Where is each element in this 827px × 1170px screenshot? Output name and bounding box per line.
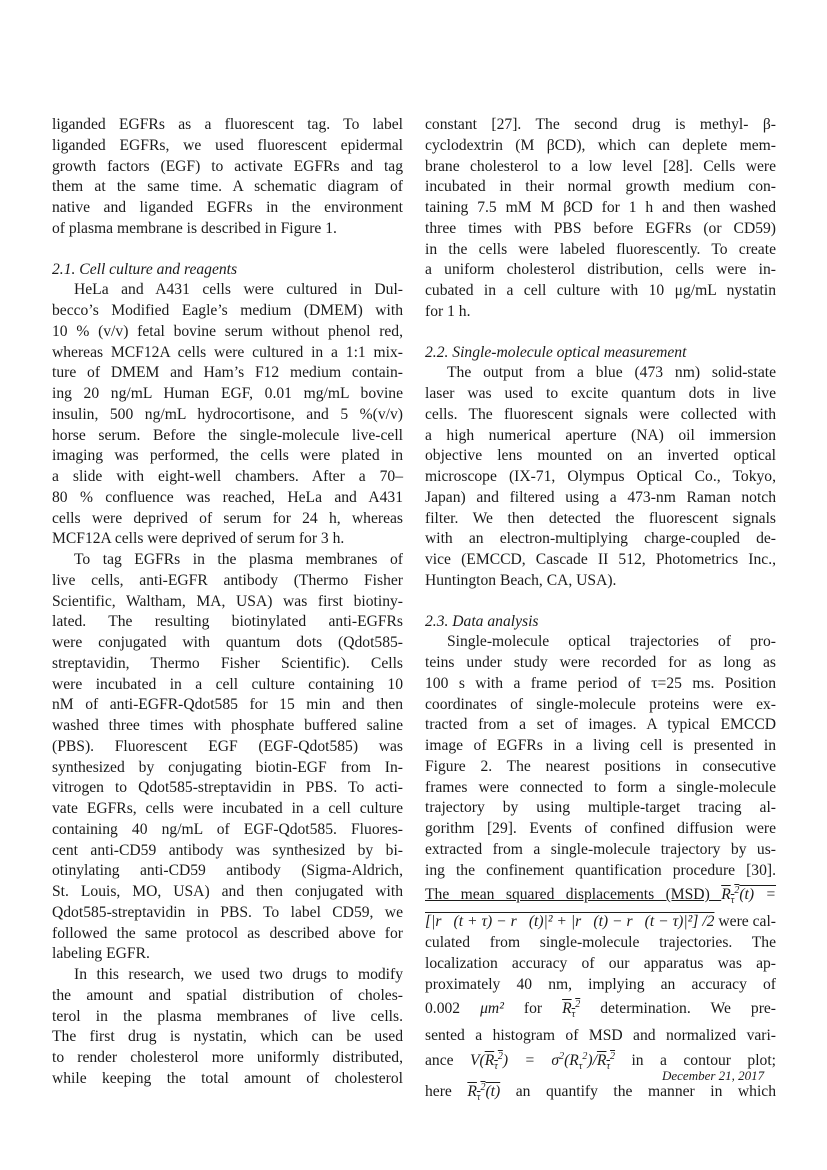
text-line: Figure 2. The nearest positions in consecutive bbox=[425, 757, 776, 775]
msd-time-symbol: $R_\tau^2(t)$ bbox=[467, 1082, 501, 1104]
text-line: synthesized by conjugating biotin-EGF from In- bbox=[52, 758, 403, 776]
text-line: St. Louis, MO, USA) and then conjugated with bbox=[52, 883, 403, 900]
text-line: culated from single-molecule trajectories. The bbox=[425, 934, 776, 952]
text-line: liganded EGFRs, we used fluorescent epidermal bbox=[52, 136, 403, 154]
msd-text: The mean squared displacements (MSD) bbox=[425, 886, 722, 904]
msd-symbol: $R_\tau^2(t)$ = bbox=[721, 885, 777, 907]
text-line: frames were connected to form a single-molecule bbox=[425, 778, 776, 796]
msd-formula-line bbox=[425, 912, 776, 933]
text-line: whereas MCF12A cells were cultured in a 1:1 mix- bbox=[52, 343, 403, 361]
text-line: image of EGFRs in a living cell is presented in bbox=[425, 737, 776, 754]
text-line: labeling EGFR. bbox=[52, 945, 150, 963]
text-line: followed the same protocol as described above for bbox=[52, 924, 403, 942]
text-line: to render cholesterol more uniformly distributed, bbox=[52, 1049, 403, 1066]
text-line: Qdot585-streptavidin in PBS. To label CD59, we bbox=[52, 903, 403, 921]
text-line: three times with PBS before EGFRs (or CD59) bbox=[425, 219, 776, 237]
text-line: native and liganded EGFRs in the environment bbox=[52, 199, 403, 216]
text-line: 80 % confluence was reached, HeLa and A431 bbox=[52, 488, 403, 506]
text-line: a high numerical aperture (NA) oil immersion bbox=[425, 426, 776, 444]
text-line: cells were deprived of serum for 24 h, whereas bbox=[52, 509, 403, 527]
cell-culture-paragraph bbox=[52, 280, 403, 550]
text-line: were conjugated with quantum dots (Qdot585- bbox=[52, 634, 403, 651]
text-line: Single-molecule optical trajectories of pro- bbox=[447, 633, 776, 651]
text-line: for 1 h. bbox=[425, 302, 471, 320]
footer-date: December 21, 2017 bbox=[662, 1068, 765, 1083]
tagging-paragraph bbox=[52, 550, 403, 965]
text-line: MCF12A cells were deprived of serum for 3 h. bbox=[52, 530, 345, 548]
text-line: filter. We then detected the fluorescent signals bbox=[425, 509, 776, 527]
text-line: coordinates of single-molecule proteins were ex- bbox=[425, 695, 776, 713]
text-line: In this research, we used two drugs to modify bbox=[74, 966, 403, 983]
accuracy-line: proximately 40 nm, implying an accuracy of bbox=[425, 975, 776, 993]
data-analysis-paragraph bbox=[425, 632, 776, 1109]
msd-mean-symbol: $R_\tau^2$ bbox=[562, 999, 581, 1021]
text-line: in the cells were labeled fluorescently. To create bbox=[425, 240, 776, 258]
accuracy-value-line: 0.002 μm² for $R_\tau^2$ determination. We pre- bbox=[425, 999, 777, 1021]
text-line: trajectory by using multiple-target tracing al- bbox=[425, 799, 776, 817]
text-line: live cells, anti-EGFR antibody (Thermo Fisher bbox=[52, 571, 403, 589]
text-line: The output from a blue (473 nm) solid-state bbox=[447, 364, 776, 382]
text-line: cyclodextrin (M βCD), which can deplete mem- bbox=[425, 136, 776, 154]
msd-formula: [|r⃗(t + τ) − r⃗(t)|² + |r⃗(t) − r⃗(t − τ)|²] /2 bbox=[425, 913, 715, 931]
text-line: with an electron-multiplying charge-coupled de- bbox=[425, 530, 776, 548]
text-line: lated. The resulting biotinylated anti-EGFRs bbox=[52, 613, 403, 631]
text-line: Huntington Beach, CA, USA). bbox=[425, 571, 617, 589]
text-line: objective lens mounted on an inverted optical bbox=[425, 447, 776, 465]
text-line: Japan) and filtered using a 473-nm Raman notch bbox=[425, 488, 776, 506]
text-line: growth factors (EGF) to activate EGFRs and tag bbox=[52, 157, 403, 175]
text-line: To tag EGFRs in the plasma membranes of bbox=[74, 551, 403, 568]
text-line: laser was used to excite quantum dots in live bbox=[425, 385, 776, 402]
text-line: teins under study were recorded for as long as bbox=[425, 654, 776, 671]
text-line: otinylating anti-CD59 antibody (Sigma-Aldrich, bbox=[52, 862, 403, 880]
variance-line: ance $V(R_\tau^2) = \sigma^2(R_\tau^2)/R_\tau^2$ in a contour plot; bbox=[425, 1051, 776, 1073]
text-line: vitrogen to Qdot585-streptavidin in PBS. To acti- bbox=[52, 779, 403, 797]
text-line: cells. The fluorescent signals were collected with bbox=[425, 405, 776, 423]
text-line: 10 % (v/v) fetal bovine serum without phenol red, bbox=[52, 322, 403, 340]
text-line: incubated in their normal growth medium con- bbox=[425, 178, 776, 196]
text-line: terol in the plasma membranes of live cells. bbox=[52, 1007, 403, 1025]
text-line: them at the same time. A schematic diagram of bbox=[52, 178, 403, 196]
text-line: Scientific, Waltham, MA, USA) was first biotiny- bbox=[52, 592, 403, 610]
text-line: imaging was performed, the cells were plated in bbox=[52, 447, 403, 465]
text-line: washed three times with phosphate buffered saline bbox=[52, 717, 403, 734]
text-line: extracted from a single-molecule trajectory by us- bbox=[425, 840, 776, 858]
text-line: streptavidin, Thermo Fisher Scientific). Cells bbox=[52, 654, 403, 672]
text-line: of plasma membrane is described in Figure 1. bbox=[52, 219, 337, 237]
final-line: here $R_\tau^2(t)$ an quantify the manner in which bbox=[425, 1082, 777, 1104]
text-line: ture of DMEM and Ham’s F12 medium contain- bbox=[52, 364, 403, 382]
text-line: localization accuracy of our apparatus was ap- bbox=[425, 954, 776, 972]
text-line: were incubated in a cell culture containing 10 bbox=[52, 675, 403, 693]
text-line: The first drug is nystatin, which can be used bbox=[52, 1028, 403, 1046]
text-line: insulin, 500 ng/mL hydrocortisone, and 5 %(v/v) bbox=[52, 405, 403, 423]
text-line: ing 20 ng/mL Human EGF, 0.01 mg/mL bovine bbox=[52, 385, 403, 402]
histogram-line: sented a histogram of MSD and normalized vari- bbox=[425, 1027, 776, 1045]
text-line: cent anti-CD59 antibody was synthesized by bi- bbox=[52, 841, 403, 859]
text-line: brane cholesterol to a low level [28]. Cells were bbox=[425, 157, 776, 175]
text-line: while keeping the total amount of cholesterol bbox=[52, 1069, 403, 1087]
text-line: nM of anti-EGFR-Qdot585 for 15 min and then bbox=[52, 696, 403, 714]
left-column bbox=[52, 115, 403, 1090]
text-line: HeLa and A431 cells were cultured in Dul- bbox=[74, 281, 403, 299]
text-line: 100 s with a frame period of τ=25 ms. Position bbox=[425, 674, 776, 692]
text-line: tracted from a set of images. A typical EMCCD bbox=[425, 716, 776, 734]
text-line: becco’s Modified Eagle’s medium (DMEM) with bbox=[52, 302, 403, 319]
text-line: a slide with eight-well chambers. After a 70– bbox=[52, 468, 403, 485]
continuation-paragraph bbox=[425, 115, 776, 323]
text-line: vice (EMCCD, Cascade II 512, Photometrics Inc., bbox=[425, 551, 776, 568]
intro-paragraph bbox=[52, 115, 403, 240]
section-heading-2-2: 2.2. Single-molecule optical measurement bbox=[425, 343, 687, 361]
accuracy-unit: μm² bbox=[480, 1000, 504, 1018]
msd-formula-tail: were cal- bbox=[714, 913, 776, 931]
text-line: the amount and spatial distribution of choles- bbox=[52, 986, 403, 1004]
drugs-paragraph bbox=[52, 965, 403, 1090]
section-heading-2-3: 2.3. Data analysis bbox=[425, 612, 539, 630]
right-column bbox=[425, 115, 776, 1109]
text-line: horse serum. Before the single-molecule live-cell bbox=[52, 426, 403, 444]
text-line: taining 7.5 mM M βCD for 1 h and then washed bbox=[425, 199, 776, 216]
text-line: vate EGFRs, cells were incubated in a cell culture bbox=[52, 800, 403, 817]
msd-definition-line bbox=[425, 881, 776, 912]
optical-measurement-paragraph bbox=[425, 363, 776, 591]
text-line: containing 40 ng/mL of EGF-Qdot585. Fluores- bbox=[52, 820, 403, 838]
text-line: constant [27]. The second drug is methyl- β- bbox=[425, 116, 776, 133]
text-line: cubated in a cell culture with 10 μg/mL nystatin bbox=[425, 282, 776, 299]
text-line: (PBS). Fluorescent EGF (EGF-Qdot585) was bbox=[52, 737, 403, 755]
text-line: a uniform cholesterol distribution, cells were in- bbox=[425, 261, 776, 279]
text-line: microscope (IX-71, Olympus Optical Co., Tokyo, bbox=[425, 468, 776, 485]
section-heading-2-1: 2.1. Cell culture and reagents bbox=[52, 260, 238, 278]
text-line: ing the confinement quantification procedure [30]. bbox=[425, 861, 776, 879]
text-line: gorithm [29]. Events of confined diffusion were bbox=[425, 820, 776, 837]
variance-expression: $V(R_\tau^2) = \sigma^2(R_\tau^2)/R_\tau^2$ bbox=[469, 1051, 616, 1073]
text-line: liganded EGFRs as a fluorescent tag. To label bbox=[52, 116, 403, 133]
